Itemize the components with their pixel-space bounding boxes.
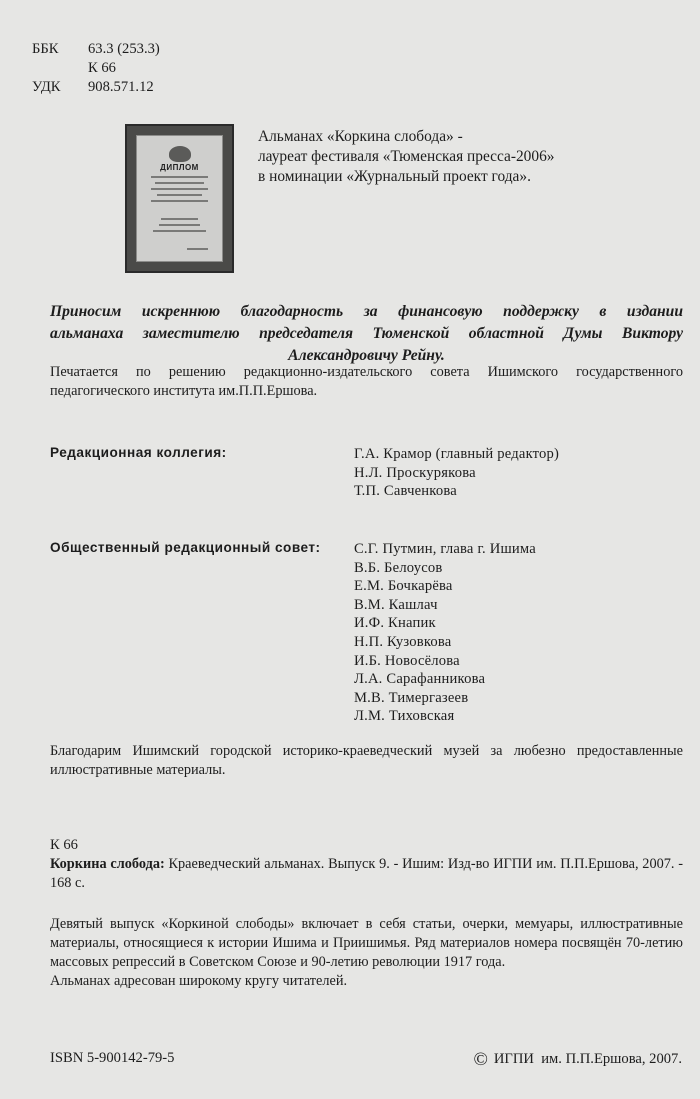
thanks-line: альманаха заместителю председателя Тюменской областной Думы Виктору xyxy=(50,325,683,342)
award-text xyxy=(258,127,554,187)
board-member: Т.П. Савченкова xyxy=(354,483,457,500)
code-value: К 66 xyxy=(88,60,116,76)
board-member: Г.А. Крамор (главный редактор) xyxy=(354,446,560,462)
editorial-board-list xyxy=(354,445,559,501)
council-member: С.Г. Путмин, глава г. Ишима xyxy=(354,541,536,557)
thanks-line: Приносим искреннюю благодарность за финансовую поддержку в издании xyxy=(50,303,683,320)
council-member: И.Ф. Кнапик xyxy=(354,615,436,632)
copyright xyxy=(473,1049,682,1071)
diploma-sheet xyxy=(136,135,223,262)
diploma-title: ДИПЛОМ xyxy=(160,163,199,172)
council-member: М.В. Тимергазеев xyxy=(354,689,469,706)
code-key: ББК xyxy=(32,41,59,57)
emblem-icon xyxy=(169,146,191,162)
author-mark: К 66 xyxy=(50,837,78,853)
council-member: В.Б. Белоусов xyxy=(354,559,443,576)
copyright-symbol: © xyxy=(473,1049,488,1070)
diploma-text-line xyxy=(155,182,204,184)
diploma-text-line xyxy=(161,218,198,220)
code-key xyxy=(32,59,88,78)
code-value: 63.3 (253.3) xyxy=(88,41,160,57)
diploma-text-line xyxy=(151,200,208,202)
record-title: Коркина слобода: xyxy=(50,856,165,872)
diploma-text-line xyxy=(187,248,208,250)
award-line: лауреат фестиваля «Тюменская пресса-2006» xyxy=(258,148,555,165)
thanks-paragraph xyxy=(50,301,683,367)
code-row-author-mark xyxy=(32,59,160,78)
museum-acknowledgement: Благодарим Ишимский городской историко-краеведческий музей за любезно предоставленные иллюстративные материалы. xyxy=(50,743,683,778)
public-council-label: Общественный редакционный совет: xyxy=(50,540,321,555)
classification-codes xyxy=(32,40,160,97)
copyright-text: ИГПИ им. П.П.Ершова, 2007. xyxy=(493,1051,682,1067)
isbn: ISBN 5-900142-79-5 xyxy=(50,1050,175,1066)
code-value: 908.571.12 xyxy=(88,79,154,95)
publication-decision: Печатается по решению редакционно-издательского совета Ишимского государственного педагогического института им.П.П.Ершова. xyxy=(50,364,683,399)
code-key: УДК xyxy=(32,79,61,95)
bibliographic-record xyxy=(50,855,683,893)
public-council-list xyxy=(354,540,536,726)
record-details: Краеведческий альманах. Выпуск 9. - Ишим: Изд-во ИГПИ им. П.П.Ершова, 2007. - 168 с. xyxy=(50,856,683,891)
audience-note: Альманах адресован широкому кругу читателей. xyxy=(50,973,348,989)
thanks-line: Александровичу Рейну. xyxy=(288,347,445,364)
award-line: Альманах «Коркина слобода» - xyxy=(258,128,463,145)
editorial-board-label: Редакционная коллегия: xyxy=(50,445,227,460)
diploma-text-line xyxy=(151,188,208,190)
council-member: Л.А. Сарафанникова xyxy=(354,671,486,688)
code-row-bbk xyxy=(32,40,160,59)
diploma-text-line xyxy=(157,194,202,196)
board-member: Н.Л. Проскурякова xyxy=(354,464,476,481)
council-member: И.Б. Новосёлова xyxy=(354,652,460,669)
diploma-text-line xyxy=(151,176,208,178)
code-row-udk xyxy=(32,78,160,97)
council-member: Е.М. Бочкарёва xyxy=(354,578,453,595)
diploma-image xyxy=(125,124,234,273)
council-member: Н.П. Кузовкова xyxy=(354,633,452,650)
council-member: В.М. Кашлач xyxy=(354,596,438,613)
council-member: Л.М. Тиховская xyxy=(354,708,455,725)
diploma-text-line xyxy=(159,224,200,226)
annotation: Девятый выпуск «Коркиной слободы» включает в себя статьи, очерки, мемуары, иллюстративные материалы, относящиеся к истории Ишима и Приишимья. Ряд материалов номера посвящён 70-летию массовых репрессий в Советском Союзе и 90-летию революции 1917 года. xyxy=(50,916,683,970)
award-line: в номинации «Журнальный проект года». xyxy=(258,168,531,185)
diploma-text-line xyxy=(153,230,206,232)
